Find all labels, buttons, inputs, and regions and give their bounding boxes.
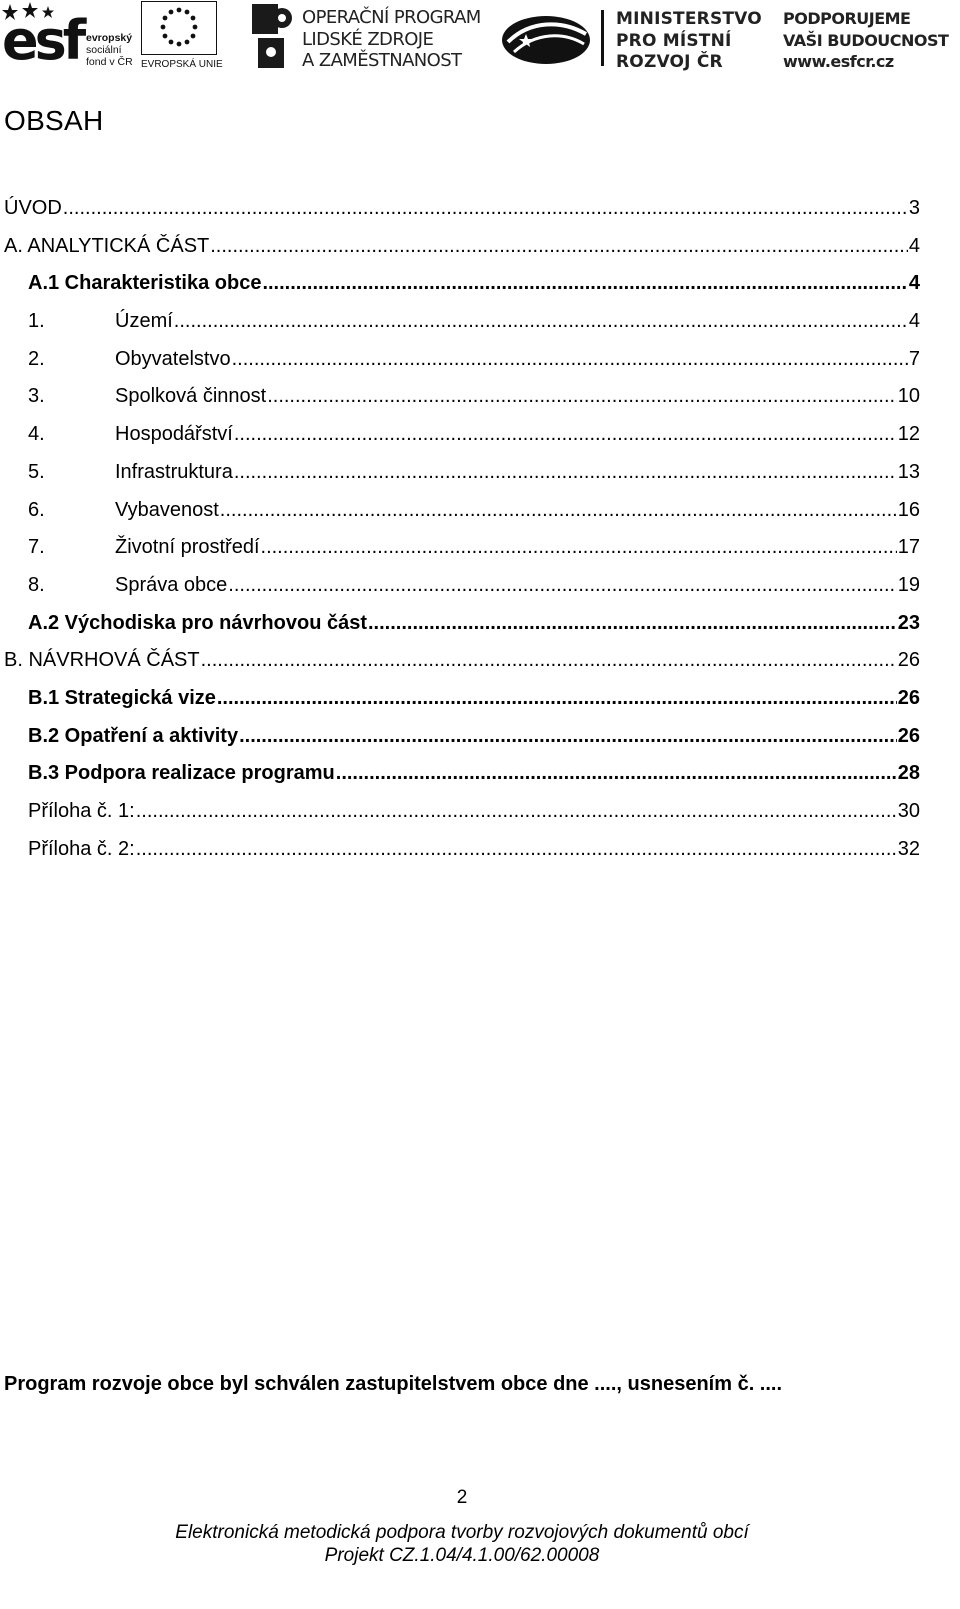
podporujeme-line1: PODPORUJEME xyxy=(783,9,911,28)
toc-entry-number: 7. xyxy=(28,536,45,559)
esf-logo xyxy=(2,2,142,70)
toc-leader-dots xyxy=(261,529,897,567)
oplz-line2: LIDSKÉ ZDROJE xyxy=(302,28,434,50)
toc-entry-page: 16 xyxy=(897,498,920,521)
esf-line3: fond v ČR xyxy=(86,56,133,68)
toc-entry-label: B.1 Strategická vize xyxy=(28,686,216,709)
toc-entry-label: A. ANALYTICKÁ ČÁST xyxy=(4,234,210,257)
mmr-line3: ROZVOJ ČR xyxy=(616,52,723,72)
toc-leader-dots xyxy=(228,567,896,605)
mmr-separator xyxy=(601,10,604,66)
toc-leader-dots xyxy=(210,228,908,266)
toc-entry[interactable] xyxy=(0,341,960,379)
mmr-logo xyxy=(500,6,762,72)
toc-entry-label: B. NÁVRHOVÁ ČÁST xyxy=(4,649,200,672)
page-title: OBSAH xyxy=(4,105,104,136)
toc-leader-dots xyxy=(234,454,897,492)
toc-entry-number: 4. xyxy=(28,423,45,446)
toc-entry-page: 28 xyxy=(897,762,920,785)
oplz-line3: A ZAMĚSTNANOST xyxy=(302,50,462,71)
toc-entry-label: B.2 Opatření a aktivity xyxy=(28,724,239,747)
toc-entry-number: 1. xyxy=(28,310,45,333)
toc-entry-label: Hospodářství xyxy=(115,423,233,446)
toc-entry[interactable] xyxy=(0,755,960,793)
oplz-line1: OPERAČNÍ PROGRAM xyxy=(302,7,481,28)
esf-line1: evropský xyxy=(86,32,133,44)
toc-entry-number: 3. xyxy=(28,385,45,408)
esf-text xyxy=(86,32,133,68)
esf-line2: sociální xyxy=(86,44,122,56)
toc-leader-dots xyxy=(136,831,897,869)
toc-leader-dots xyxy=(201,642,897,680)
toc-entry-page: 19 xyxy=(897,573,920,596)
table-of-contents xyxy=(0,190,960,868)
oplz-logo xyxy=(250,2,480,70)
toc-entry-label: Příloha č. 2: xyxy=(28,837,135,860)
toc-leader-dots xyxy=(267,378,897,416)
toc-entry[interactable] xyxy=(0,831,960,869)
toc-leader-dots xyxy=(63,190,908,228)
footer-line1: Elektronická metodická podpora tvorby rozvojových dokumentů obcí xyxy=(175,1522,749,1543)
toc-entry[interactable] xyxy=(0,529,960,567)
podporujeme-url: www.esfcr.cz xyxy=(783,52,894,71)
toc-entry-label: Obyvatelstvo xyxy=(115,347,231,370)
oplz-text xyxy=(302,7,481,72)
toc-entry-label: Infrastruktura xyxy=(115,460,233,483)
toc-entry-label: ÚVOD xyxy=(4,197,62,219)
toc-leader-dots xyxy=(234,416,897,454)
page-footer xyxy=(0,1521,924,1567)
podporujeme-text xyxy=(783,8,958,73)
toc-entry-page: 12 xyxy=(897,423,920,446)
toc-entry[interactable] xyxy=(0,454,960,492)
mmr-emblem-icon xyxy=(500,10,592,66)
toc-entry-page: 32 xyxy=(897,837,920,860)
toc-entry-page: 3 xyxy=(908,197,920,219)
eu-logo xyxy=(141,1,221,71)
toc-entry-number: 2. xyxy=(28,347,45,370)
toc-entry-label: A.1 Charakteristika obce xyxy=(28,272,262,295)
toc-entry[interactable] xyxy=(0,567,960,605)
mmr-text xyxy=(616,9,762,74)
eu-flag-icon xyxy=(141,1,217,55)
toc-entry-page: 26 xyxy=(897,649,920,672)
toc-entry-label: Vybavenost xyxy=(115,498,219,521)
toc-entry-page: 23 xyxy=(897,611,920,634)
toc-entry-page: 4 xyxy=(908,234,920,257)
toc-entry[interactable] xyxy=(0,718,960,756)
toc-entry-number: 5. xyxy=(28,460,45,483)
toc-entry-label: A.2 Východiska pro návrhovou část xyxy=(28,611,367,634)
mmr-line2: PRO MÍSTNÍ xyxy=(616,30,732,51)
podporujeme-logo xyxy=(783,8,958,70)
toc-entry-page: 26 xyxy=(897,724,920,747)
toc-entry-label: B.3 Podpora realizace programu xyxy=(28,762,335,785)
esf-mark-text: esf xyxy=(2,9,83,72)
mmr-line1: MINISTERSTVO xyxy=(616,9,762,29)
logo-header xyxy=(0,0,960,75)
toc-entry[interactable] xyxy=(0,793,960,831)
toc-entry-page: 13 xyxy=(897,460,920,483)
toc-leader-dots xyxy=(262,265,907,303)
toc-entry[interactable] xyxy=(0,265,960,303)
toc-entry-number: 6. xyxy=(28,498,45,521)
toc-entry-label: Příloha č. 1: xyxy=(28,800,135,822)
toc-entry-label: Spolková činnost xyxy=(115,385,267,408)
toc-entry[interactable] xyxy=(0,378,960,416)
toc-leader-dots xyxy=(217,680,897,718)
esf-mark xyxy=(2,2,82,70)
toc-leader-dots xyxy=(136,793,897,831)
toc-leader-dots xyxy=(220,492,897,530)
toc-entry-label: Území xyxy=(115,310,173,333)
toc-entry-page: 26 xyxy=(897,686,920,709)
toc-entry-page: 17 xyxy=(897,536,920,559)
toc-entry-page: 7 xyxy=(908,347,920,370)
toc-entry[interactable] xyxy=(0,492,960,530)
approval-statement: Program rozvoje obce byl schválen zastupitelstvem obce dne ...., usnesením č. .... xyxy=(4,1373,783,1395)
toc-entry-label: Správa obce xyxy=(115,573,228,596)
toc-leader-dots xyxy=(174,303,908,341)
toc-entry[interactable] xyxy=(0,190,960,228)
toc-entry[interactable] xyxy=(0,680,960,718)
toc-entry-page: 10 xyxy=(897,385,920,408)
podporujeme-line2: VAŠI BUDOUCNOST xyxy=(783,30,949,50)
toc-entry[interactable] xyxy=(0,642,960,680)
toc-entry-label: Životní prostředí xyxy=(115,536,260,559)
toc-entry[interactable] xyxy=(0,605,960,643)
toc-entry[interactable] xyxy=(0,228,960,266)
toc-leader-dots xyxy=(239,718,897,756)
toc-entry-number: 8. xyxy=(28,573,45,596)
toc-entry-page: 4 xyxy=(908,272,920,295)
toc-leader-dots xyxy=(336,755,897,793)
footer-line2: Projekt CZ.1.04/4.1.00/62.00008 xyxy=(324,1545,600,1566)
eu-stars-icon xyxy=(142,2,216,54)
toc-entry-page: 30 xyxy=(897,800,920,822)
eu-label: EVROPSKÁ UNIE xyxy=(141,59,223,70)
toc-entry[interactable] xyxy=(0,303,960,341)
puzzle-figure-icon xyxy=(250,2,296,70)
toc-leader-dots xyxy=(232,341,908,379)
toc-leader-dots xyxy=(368,605,897,643)
toc-entry[interactable] xyxy=(0,416,960,454)
toc-entry-page: 4 xyxy=(908,310,920,333)
page-number: 2 xyxy=(456,1487,468,1508)
